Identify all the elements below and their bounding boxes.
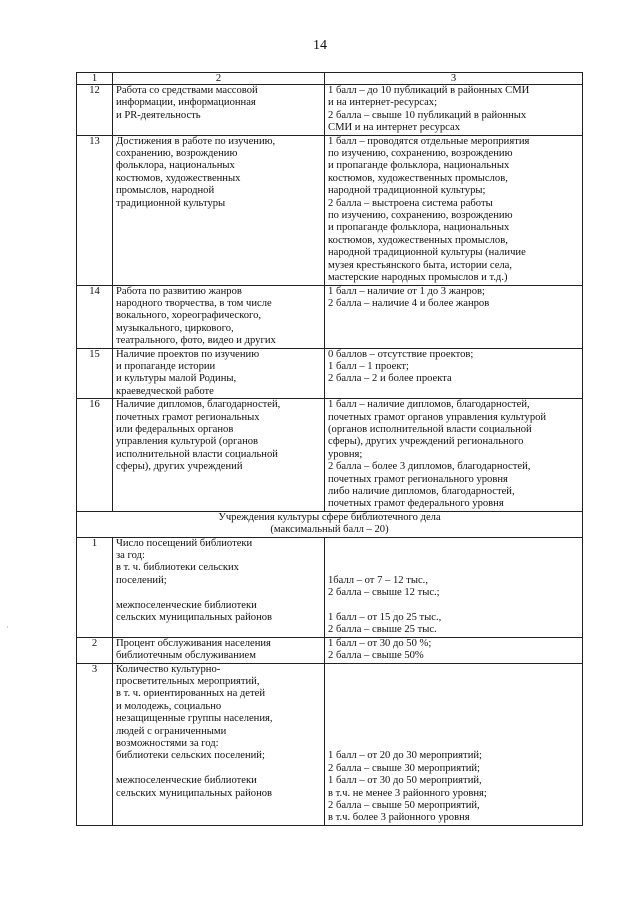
criterion-line: и PR-деятельность [116,109,201,121]
section-header-cell [77,511,583,537]
scoring-line: 2 балла – более 3 дипломов, благодарностей, [328,461,531,473]
criterion-line: или федеральных органов [116,423,234,435]
criterion-line: управления культурой (органов [116,436,259,448]
header-col-3: 3 [325,73,583,85]
row-number: 3 [77,663,113,825]
criterion-line: межпоселенческие библиотеки [116,599,257,611]
row-number: 15 [77,348,113,399]
row-number: 16 [77,399,113,512]
scoring-blank-line [328,550,579,562]
scoring-line: 1 балл – 1 проект; [328,360,409,372]
criterion-line: и пропаганде истории [116,360,216,372]
criterion-line: Количество культурно- [116,663,221,675]
scoring-blank-line [328,600,579,612]
criterion-line: Число посещений библиотеки [116,537,253,549]
section-subtitle: (максимальный балл – 20) [270,524,389,536]
table-row [77,637,583,663]
scoring-blank-line [328,562,579,574]
criterion-line: и культуры малой Родины, [116,373,237,385]
criterion-line: вокального, хореографического, [116,310,262,322]
scoring-blank-line [328,538,579,550]
scoring-blank-line [328,664,579,676]
header-col-1: 1 [77,73,113,85]
scoring-line: 1 балл – до 10 публикаций в районных СМИ [328,85,530,96]
scoring-cell [325,285,583,348]
criterion-line: Достижения в работе по изучению, [116,135,276,147]
section-title: Учреждения культуры сфере библиотечного дела [218,511,441,523]
scoring-line: сферы), других учреждений регионального [328,436,524,448]
criterion-blank-line [116,587,321,599]
scoring-cell [325,399,583,512]
row-number: 12 [77,85,113,136]
scoring-line: 1 балл – от 15 до 25 тыс., [328,612,442,623]
scoring-line: по изучению, сохранению, возрождению [328,148,513,160]
criterion-line: народного творчества, в том числе [116,297,272,309]
criterion-cell [113,637,325,663]
scoring-line: по изучению, сохранению, возрождению [328,210,513,222]
scoring-line: 2 балла – свыше 12 тыс.; [328,587,440,599]
scoring-line: народной традиционной культуры; [328,185,486,197]
criterion-line: Наличие проектов по изучению [116,348,260,360]
scoring-line: 2 балла – свыше 50% [328,650,424,662]
scoring-cell [325,348,583,399]
scoring-line: 1 балл – от 30 до 50 %; [328,637,432,649]
criterion-line: костюмов, художественных [116,172,241,184]
scoring-line: 2 балла – 2 и более проекта [328,373,452,385]
scoring-line: 1 балл – от 20 до 30 мероприятий; [328,750,482,762]
criterion-line: незащищенные группы населения, [116,713,273,725]
table-row [77,537,583,637]
criterion-cell [113,135,325,285]
criterion-cell [113,399,325,512]
scoring-cell [325,135,583,285]
scoring-cell [325,637,583,663]
scoring-line: 1 балл – от 30 до 50 мероприятий, [328,775,482,787]
criterion-cell [113,285,325,348]
criterion-line: краеведческой работе [116,385,214,397]
scoring-line: 1 балл – наличие от 1 до 3 жанров; [328,285,485,297]
scoring-blank-line [328,738,579,750]
criterion-line: почетных грамот региональных [116,411,260,423]
scoring-blank-line [328,713,579,725]
table-row [77,135,583,285]
criterion-cell [113,85,325,136]
scoring-line: народной традиционной культуры (наличие [328,247,526,259]
criterion-line: музыкального, циркового, [116,322,234,334]
scoring-blank-line [328,726,579,738]
scoring-line: 0 баллов – отсутствие проектов; [328,348,474,360]
criterion-line: сельских муниципальных районов [116,787,273,799]
page-number: 14 [313,38,327,53]
criterion-line: театрального, фото, видео и других [116,335,276,347]
criterion-line: в т. ч. библиотеки сельских [116,562,239,574]
criterion-blank-line [116,763,321,775]
criterion-cell [113,537,325,637]
criterion-line: просветительных мероприятий, [116,676,260,688]
header-col-2: 2 [113,73,325,85]
margin-mark: · [6,622,9,632]
criterion-line: традиционной культуры [116,197,226,209]
table-row [77,285,583,348]
table-row [77,85,583,136]
scoring-line: (органов исполнительной власти социальной [328,423,532,435]
scoring-line: костюмов, художественных промыслов, [328,234,508,246]
scoring-line: в т.ч. не менее 3 районного уровня; [328,787,487,799]
scoring-line: музея крестьянского быта, истории села, [328,259,513,271]
criteria-table [76,72,583,826]
scoring-line: костюмов, художественных промыслов, [328,172,508,184]
header-row [77,73,583,85]
scoring-line: 2 балла – выстроена система работы [328,197,493,209]
criterion-line: библиотечным обслуживанием [116,650,256,662]
scoring-line: 2 балла – свыше 30 мероприятий; [328,762,480,774]
criterion-line: информации, информационная [116,97,256,109]
criterion-line: Работа по развитию жанров [116,285,242,297]
criterion-line: библиотеки сельских поселений; [116,750,265,762]
scoring-cell [325,85,583,136]
scoring-cell [325,537,583,637]
row-number: 1 [77,537,113,637]
criterion-line: поселений; [116,574,167,586]
criterion-line: исполнительной власти социальной [116,448,278,460]
scoring-line: 1балл – от 7 – 12 тыс., [328,574,428,586]
scoring-line: уровня; [328,448,363,460]
scoring-line: почетных грамот органов управления культурой [328,411,547,423]
scoring-line: 2 балла – свыше 50 мероприятий, [328,799,480,811]
scoring-line: и пропаганде фольклора, национальных [328,222,510,234]
criterion-line: сохранению, возрождению [116,148,238,160]
criterion-cell [113,348,325,399]
scoring-line: 2 балла – наличие 4 и более жанров [328,297,490,309]
row-number: 13 [77,135,113,285]
criterion-line: и молодежь, социально [116,700,222,712]
criterion-line: промыслов, народной [116,185,215,197]
scoring-line: мастерские народных промыслов и т.д.) [328,272,508,284]
criterion-line: возможностями за год: [116,738,219,750]
scoring-line: либо наличие дипломов, благодарностей, [328,486,515,497]
row-number: 2 [77,637,113,663]
scoring-line: почетных грамот регионального уровня [328,473,508,485]
scoring-line: 1 балл – проводятся отдельные мероприятия [328,135,530,147]
criterion-line: межпоселенческие библиотеки [116,775,257,787]
criterion-line: в т. ч. ориентированных на детей [116,688,266,700]
criteria-table-body [77,73,583,826]
criterion-line: людей с ограниченными [116,725,227,737]
criterion-line: Работа со средствами массовой [116,85,258,96]
criterion-line: за год: [116,550,145,562]
criterion-line: сельских муниципальных районов [116,612,273,624]
table-row [77,348,583,399]
criterion-line: Наличие дипломов, благодарностей, [116,399,281,411]
criterion-line: Процент обслуживания населения [116,637,271,649]
scoring-line: и пропаганде фольклора, национальных [328,160,510,172]
scoring-blank-line [328,676,579,688]
scoring-line: 2 балла – свыше 10 публикаций в районных [328,109,527,121]
table-row [77,399,583,512]
criterion-cell [113,663,325,825]
section-header-row [77,511,583,537]
scoring-line: в т.ч. более 3 районного уровня [328,812,470,824]
scoring-line: 1 балл – наличие дипломов, благодарностей, [328,399,530,411]
scoring-cell [325,663,583,825]
scoring-line: СМИ и на интернет ресурсах [328,122,460,134]
criterion-line: сферы), других учреждений [116,461,243,473]
scoring-line: и на интернет-ресурсах; [328,97,438,109]
scoring-line: 2 балла – свыше 25 тыс. [328,624,437,636]
scoring-blank-line [328,688,579,700]
criterion-line: фольклора, национальных [116,160,235,172]
row-number: 14 [77,285,113,348]
scoring-line: почетных грамот федерального уровня [328,498,504,510]
table-row [77,663,583,825]
scoring-blank-line [328,701,579,713]
